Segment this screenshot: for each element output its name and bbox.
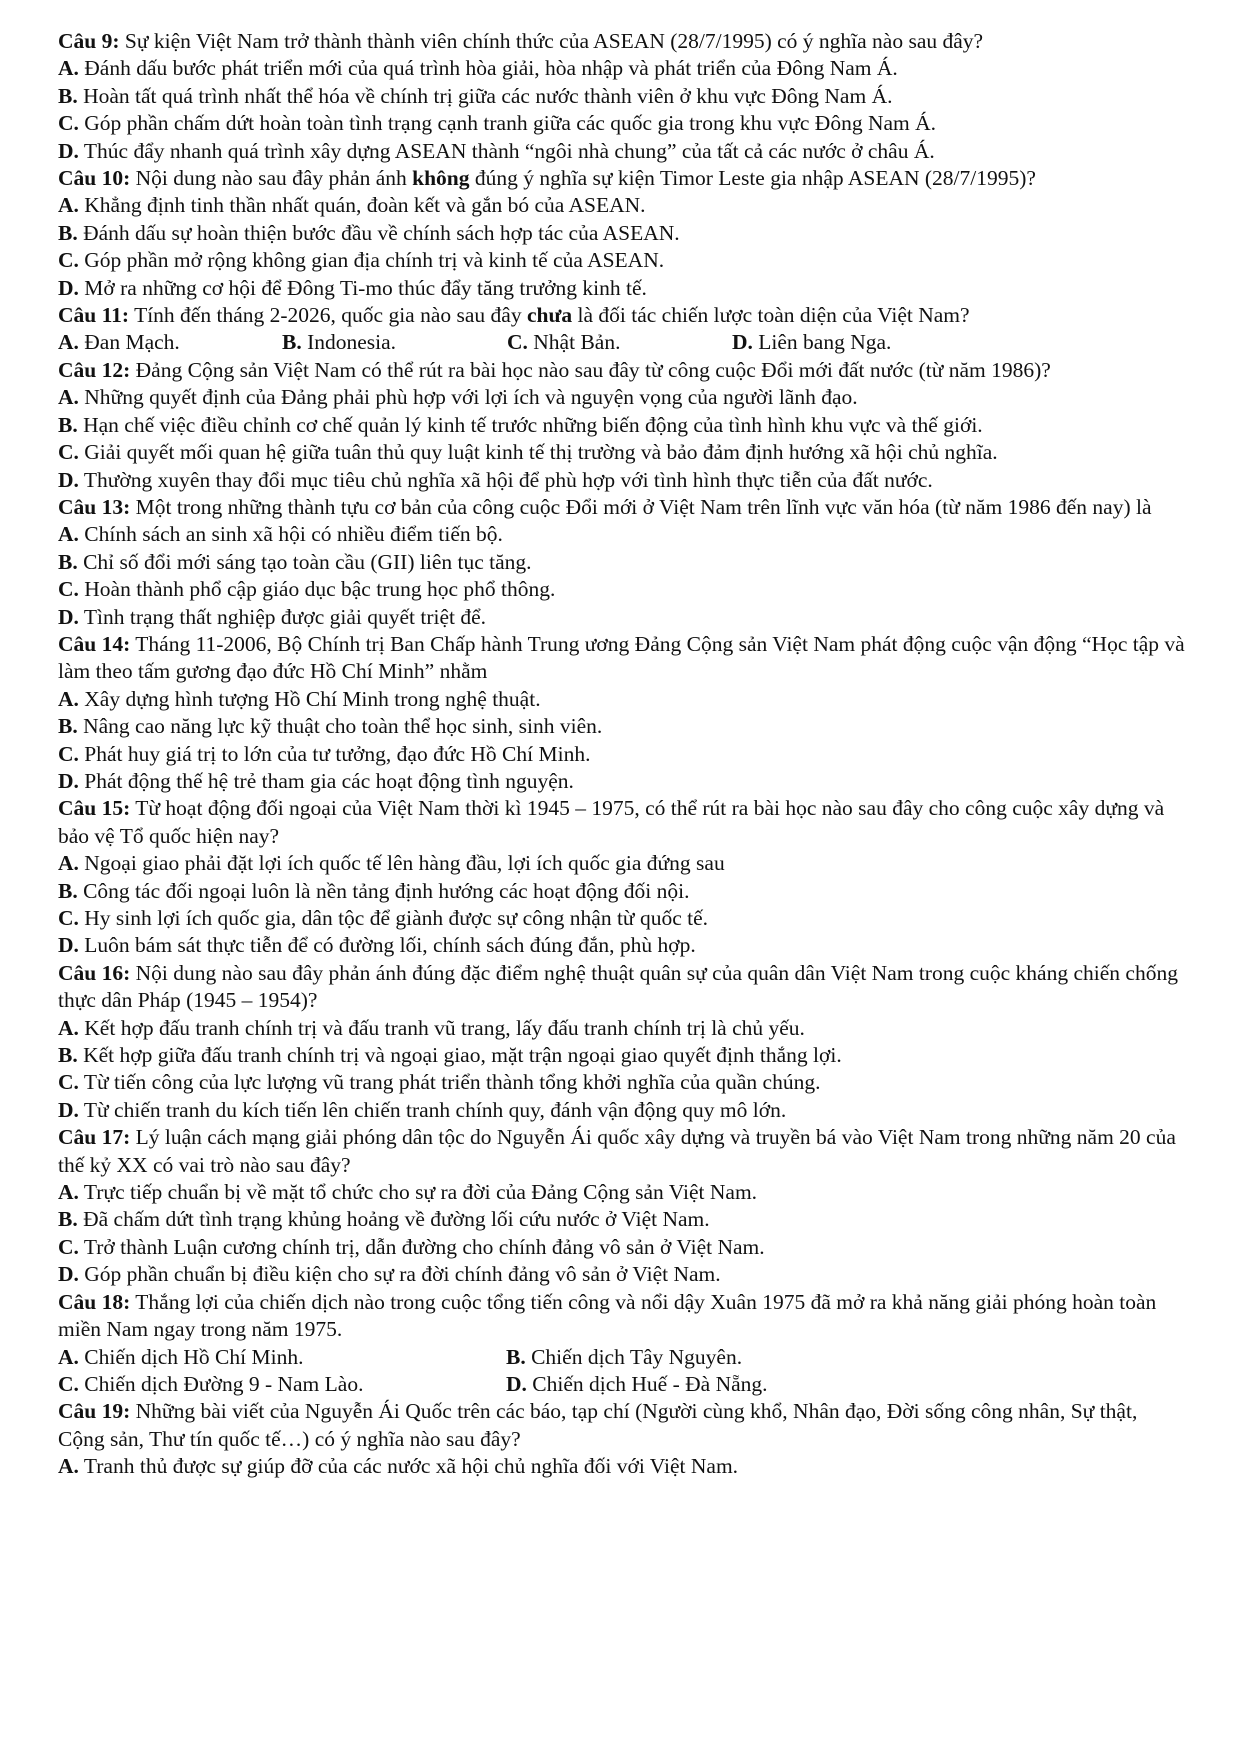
answer-option bbox=[58, 247, 1188, 274]
answer-option bbox=[506, 1371, 954, 1398]
answer-option bbox=[58, 138, 1188, 165]
option-letter: A. bbox=[58, 1344, 79, 1369]
option-letter: A. bbox=[58, 1015, 79, 1040]
option-letter: C. bbox=[58, 440, 79, 465]
option-letter: A. bbox=[58, 1180, 79, 1205]
question-text: Đảng Cộng sản Việt Nam có thể rút ra bài học nào sau đây từ công cuộc Đổi mới đất nước (từ năm 1986)? bbox=[130, 357, 1051, 382]
question-stem bbox=[58, 357, 1188, 384]
question-block bbox=[58, 494, 1188, 631]
question-block bbox=[58, 302, 1188, 357]
option-text: Hy sinh lợi ích quốc gia, dân tộc để giành được sự công nhận từ quốc tế. bbox=[78, 906, 709, 930]
question-text: Sự kiện Việt Nam trở thành thành viên chính thức của ASEAN (28/7/1995) có ý nghĩa nào sau đây? bbox=[119, 29, 984, 53]
answer-option bbox=[506, 1344, 954, 1371]
option-text: Liên bang Nga. bbox=[752, 330, 892, 355]
answer-option bbox=[58, 768, 1188, 795]
option-text: Công tác đối ngoại luôn là nền tảng định hướng các hoạt động đối nội. bbox=[77, 878, 690, 903]
answer-option bbox=[58, 1371, 506, 1398]
answer-option bbox=[58, 1069, 1188, 1096]
option-letter: D. bbox=[58, 768, 79, 793]
answer-option bbox=[58, 192, 1188, 219]
answer-option bbox=[58, 686, 1188, 713]
option-text: Luôn bám sát thực tiễn để có đường lối, chính sách đúng đắn, phù hợp. bbox=[78, 933, 696, 958]
question-block bbox=[58, 1124, 1188, 1288]
option-letter: C. bbox=[507, 330, 528, 355]
option-text: Kết hợp đấu tranh chính trị và đấu tranh vũ trang, lấy đấu tranh chính trị là chủ yếu. bbox=[78, 1015, 805, 1040]
answer-option bbox=[58, 1179, 1188, 1206]
option-letter: D. bbox=[732, 330, 753, 355]
answer-option bbox=[58, 604, 1188, 631]
answer-option bbox=[58, 741, 1188, 768]
question-text: đúng ý nghĩa sự kiện Timor Leste gia nhập ASEAN (28/7/1995)? bbox=[469, 166, 1036, 191]
option-letter: A. bbox=[58, 686, 79, 711]
question-block bbox=[58, 357, 1188, 494]
option-text: Góp phần chuẩn bị điều kiện cho sự ra đời chính đảng vô sản ở Việt Nam. bbox=[78, 1262, 721, 1287]
answer-option bbox=[58, 1097, 1188, 1124]
option-text: Nhật Bản. bbox=[527, 330, 621, 355]
option-letter: C. bbox=[58, 577, 79, 602]
option-letter: B. bbox=[506, 1344, 526, 1369]
answer-option bbox=[58, 110, 1188, 137]
option-text: Chỉ số đổi mới sáng tạo toàn cầu (GII) liên tục tăng. bbox=[77, 549, 532, 574]
option-text: Trực tiếp chuẩn bị về mặt tổ chức cho sự ra đời của Đảng Cộng sản Việt Nam. bbox=[78, 1180, 758, 1205]
option-text: Thúc đẩy nhanh quá trình xây dựng ASEAN thành “ngôi nhà chung” của tất cả các nước ở châu Á. bbox=[78, 138, 935, 163]
question-text: Những bài viết của Nguyễn Ái Quốc trên các báo, tạp chí (Người cùng khổ, Nhân đạo, Đời sống công nhân, Sự thật, Cộng sản, Thư tín quốc tế…) có ý nghĩa nào sau đây? bbox=[58, 1399, 1138, 1451]
option-text: Đánh dấu sự hoàn thiện bước đầu về chính sách hợp tác của ASEAN. bbox=[77, 220, 680, 245]
option-letter: B. bbox=[58, 220, 78, 245]
question-number: Câu 10: bbox=[58, 166, 131, 191]
question-text: Nội dung nào sau đây phản ánh bbox=[130, 166, 413, 191]
answer-option bbox=[58, 412, 1188, 439]
answer-option bbox=[58, 905, 1188, 932]
question-stem bbox=[58, 28, 1188, 55]
option-letter: B. bbox=[58, 1043, 78, 1068]
option-text: Từ chiến tranh du kích tiến lên chiến tranh chính quy, đánh vận động quy mô lớn. bbox=[78, 1097, 787, 1122]
question-number: Câu 13: bbox=[58, 494, 131, 519]
option-text: Hoàn tất quá trình nhất thể hóa về chính trị giữa các nước thành viên ở khu vực Đông Nam Á. bbox=[77, 83, 893, 108]
question-block bbox=[58, 28, 1188, 165]
question-stem bbox=[58, 631, 1188, 686]
option-text: Trở thành Luận cương chính trị, dẫn đường cho chính đảng vô sản ở Việt Nam. bbox=[78, 1234, 765, 1259]
answer-option bbox=[58, 1234, 1188, 1261]
option-text: Xây dựng hình tượng Hồ Chí Minh trong nghệ thuật. bbox=[78, 686, 541, 711]
question-text: Tháng 11-2006, Bộ Chính trị Ban Chấp hành Trung ương Đảng Cộng sản Việt Nam phát động cuộc vận động “Học tập và làm theo tấm gương đạo đức Hồ Chí Minh” nhằm bbox=[58, 631, 1185, 684]
question-stem bbox=[58, 1398, 1188, 1453]
question-stem bbox=[58, 165, 1188, 192]
question-number: Câu 11: bbox=[58, 303, 130, 328]
option-text: Góp phần mở rộng không gian địa chính trị và kinh tế của ASEAN. bbox=[78, 248, 665, 273]
answer-option bbox=[58, 521, 1188, 548]
answer-option bbox=[58, 850, 1188, 877]
question-number: Câu 14: bbox=[58, 631, 131, 656]
question-number: Câu 12: bbox=[58, 357, 131, 382]
option-text: Chiến dịch Hồ Chí Minh. bbox=[78, 1344, 304, 1369]
option-letter: C. bbox=[58, 1234, 79, 1259]
option-letter: A. bbox=[58, 1454, 79, 1479]
option-letter: D. bbox=[58, 604, 79, 629]
answer-option bbox=[732, 329, 957, 356]
answer-option bbox=[58, 878, 1188, 905]
question-stem bbox=[58, 1124, 1188, 1179]
option-letter: D. bbox=[58, 1097, 79, 1122]
question-number: Câu 15: bbox=[58, 796, 131, 821]
answer-option bbox=[58, 439, 1188, 466]
answer-option bbox=[58, 1344, 506, 1371]
option-text: Góp phần chấm dứt hoàn toàn tình trạng cạnh tranh giữa các quốc gia trong khu vực Đông Nam Á. bbox=[78, 111, 937, 136]
answer-option bbox=[58, 384, 1188, 411]
options-row bbox=[58, 329, 1188, 356]
option-text: Tranh thủ được sự giúp đỡ của các nước xã hội chủ nghĩa đối với Việt Nam. bbox=[78, 1454, 739, 1479]
option-text: Khẳng định tinh thần nhất quán, đoàn kết và gắn bó của ASEAN. bbox=[78, 193, 646, 218]
question-stem bbox=[58, 1289, 1188, 1344]
option-letter: A. bbox=[58, 56, 79, 81]
option-text: Đã chấm dứt tình trạng khủng hoảng về đường lối cứu nước ở Việt Nam. bbox=[77, 1207, 710, 1232]
question-text: Lý luận cách mạng giải phóng dân tộc do Nguyễn Ái quốc xây dựng và truyền bá vào Việt Nam trong những năm 20 của thế kỷ XX có vai trò nào sau đây? bbox=[58, 1125, 1176, 1177]
option-text: Đánh dấu bước phát triển mới của quá trình hòa giải, hòa nhập và phát triển của Đông Nam Á. bbox=[78, 56, 898, 81]
option-text: Đan Mạch. bbox=[78, 330, 180, 355]
option-text: Chiến dịch Tây Nguyên. bbox=[525, 1344, 743, 1369]
option-text: Chiến dịch Huế - Đà Nẵng. bbox=[526, 1371, 768, 1396]
option-letter: B. bbox=[282, 330, 302, 355]
question-number: Câu 19: bbox=[58, 1399, 131, 1424]
option-text: Nâng cao năng lực kỹ thuật cho toàn thể học sinh, sinh viên. bbox=[77, 714, 603, 739]
question-number: Câu 18: bbox=[58, 1289, 131, 1314]
question-block bbox=[58, 960, 1188, 1124]
option-letter: A. bbox=[58, 385, 79, 410]
emphasis-word: chưa bbox=[526, 303, 573, 328]
option-text: Từ tiến công của lực lượng vũ trang phát triển thành tổng khởi nghĩa của quần chúng. bbox=[78, 1070, 821, 1095]
option-text: Mở ra những cơ hội để Đông Ti-mo thúc đẩy tăng trưởng kinh tế. bbox=[78, 275, 647, 300]
option-letter: A. bbox=[58, 522, 79, 547]
question-block bbox=[58, 165, 1188, 302]
answer-option bbox=[58, 1206, 1188, 1233]
option-letter: B. bbox=[58, 412, 78, 437]
answer-option bbox=[58, 1261, 1188, 1288]
answer-option bbox=[58, 1453, 1188, 1480]
answer-option bbox=[58, 55, 1188, 82]
option-text: Những quyết định của Đảng phải phù hợp với lợi ích và nguyện vọng của người lãnh đạo. bbox=[78, 385, 858, 410]
option-letter: B. bbox=[58, 83, 78, 108]
answer-option bbox=[58, 83, 1188, 110]
option-text: Hoàn thành phổ cập giáo dục bậc trung học phổ thông. bbox=[78, 577, 556, 602]
option-letter: B. bbox=[58, 1207, 78, 1232]
answer-option bbox=[58, 713, 1188, 740]
answer-option bbox=[58, 932, 1188, 959]
question-text: Thắng lợi của chiến dịch nào trong cuộc tổng tiến công và nổi dậy Xuân 1975 đã mở ra khả năng giải phóng hoàn toàn miền Nam ngay trong năm 1975. bbox=[58, 1289, 1157, 1342]
answer-option bbox=[58, 1042, 1188, 1069]
answer-option bbox=[282, 329, 507, 356]
question-number: Câu 9: bbox=[58, 29, 120, 53]
answer-option bbox=[58, 467, 1188, 494]
option-text: Indonesia. bbox=[301, 330, 397, 355]
question-text: Nội dung nào sau đây phản ánh đúng đặc điểm nghệ thuật quân sự của quân dân Việt Nam trong cuộc kháng chiến chống thực dân Pháp (1945 – 1954)? bbox=[58, 960, 1178, 1013]
option-text: Ngoại giao phải đặt lợi ích quốc tế lên hàng đầu, lợi ích quốc gia đứng sau bbox=[78, 851, 725, 876]
answer-option bbox=[58, 275, 1188, 302]
option-text: Chính sách an sinh xã hội có nhiều điểm tiến bộ. bbox=[78, 522, 503, 547]
option-letter: C. bbox=[58, 1070, 79, 1095]
question-block bbox=[58, 1289, 1188, 1399]
question-block bbox=[58, 795, 1188, 959]
exam-page bbox=[58, 28, 1188, 1481]
question-text: Tính đến tháng 2-2026, quốc gia nào sau đây bbox=[129, 303, 527, 328]
question-text: là đối tác chiến lược toàn diện của Việt Nam? bbox=[572, 303, 970, 328]
question-stem bbox=[58, 795, 1188, 850]
emphasis-word: không bbox=[412, 166, 470, 191]
question-block bbox=[58, 631, 1188, 795]
option-letter: B. bbox=[58, 549, 78, 574]
option-letter: B. bbox=[58, 878, 78, 903]
options-row bbox=[58, 1371, 1188, 1398]
option-text: Phát huy giá trị to lớn của tư tưởng, đạo đức Hồ Chí Minh. bbox=[78, 741, 591, 766]
question-text: Một trong những thành tựu cơ bản của công cuộc Đổi mới ở Việt Nam trên lĩnh vực văn hóa (từ năm 1986 đến nay) là bbox=[130, 494, 1152, 519]
option-letter: C. bbox=[58, 111, 79, 136]
question-stem bbox=[58, 302, 1188, 329]
option-text: Hạn chế việc điều chỉnh cơ chế quản lý kinh tế trước những biến động của tình hình khu vực và thế giới. bbox=[77, 412, 983, 437]
answer-option bbox=[58, 576, 1188, 603]
answer-option bbox=[507, 329, 732, 356]
question-number: Câu 17: bbox=[58, 1125, 131, 1150]
option-text: Thường xuyên thay đổi mục tiêu chủ nghĩa xã hội để phù hợp với tình hình thực tiễn của đất nước. bbox=[78, 467, 933, 492]
answer-option bbox=[58, 549, 1188, 576]
option-letter: D. bbox=[58, 933, 79, 958]
option-letter: D. bbox=[58, 1262, 79, 1287]
question-text: Từ hoạt động đối ngoại của Việt Nam thời kì 1945 – 1975, có thể rút ra bài học nào sau đây cho công cuộc xây dựng và bảo vệ Tổ quốc hiện nay? bbox=[58, 796, 1165, 848]
question-stem bbox=[58, 960, 1188, 1015]
option-letter: C. bbox=[58, 906, 79, 930]
option-letter: C. bbox=[58, 741, 79, 766]
option-letter: C. bbox=[58, 1371, 79, 1396]
option-letter: D. bbox=[58, 275, 79, 300]
option-letter: B. bbox=[58, 714, 78, 739]
option-text: Tình trạng thất nghiệp được giải quyết triệt để. bbox=[78, 604, 487, 629]
option-text: Giải quyết mối quan hệ giữa tuân thủ quy luật kinh tế thị trường và bảo đảm định hướng xã hội chủ nghĩa. bbox=[78, 440, 998, 465]
question-block bbox=[58, 1398, 1188, 1480]
answer-option bbox=[58, 220, 1188, 247]
answer-option bbox=[58, 1015, 1188, 1042]
question-stem bbox=[58, 494, 1188, 521]
option-letter: D. bbox=[58, 467, 79, 492]
option-letter: A. bbox=[58, 851, 79, 876]
option-letter: D. bbox=[506, 1371, 527, 1396]
answer-option bbox=[58, 329, 282, 356]
option-text: Kết hợp giữa đấu tranh chính trị và ngoại giao, mặt trận ngoại giao quyết định thắng lợi. bbox=[77, 1043, 842, 1068]
option-letter: A. bbox=[58, 330, 79, 355]
option-letter: C. bbox=[58, 248, 79, 273]
option-text: Chiến dịch Đường 9 - Nam Lào. bbox=[78, 1371, 364, 1396]
option-text: Phát động thế hệ trẻ tham gia các hoạt động tình nguyện. bbox=[78, 768, 574, 793]
option-letter: A. bbox=[58, 193, 79, 218]
question-number: Câu 16: bbox=[58, 960, 131, 985]
option-letter: D. bbox=[58, 138, 79, 163]
options-row bbox=[58, 1344, 1188, 1371]
